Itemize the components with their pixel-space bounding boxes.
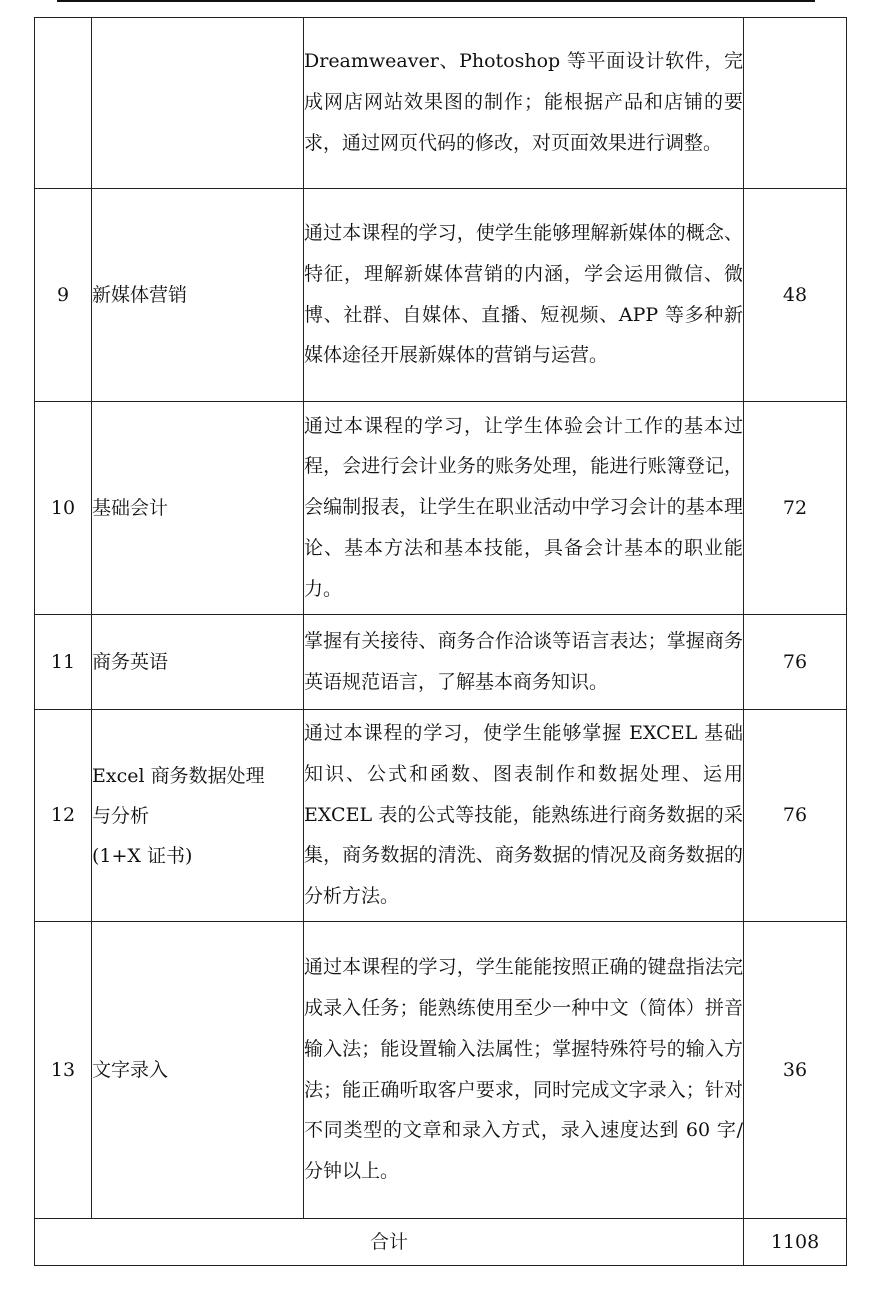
course-hours: 76 xyxy=(744,615,847,710)
course-description-text: 通过本课程的学习，使学生能够掌握 EXCEL 基础知识、公式和函数、图表制作和数据处理、运用 EXCEL 表的公式等技能，能熟练进行商务数据的采集，商务数据的清洗、商务数据的情况及商务数据的分析方法。 xyxy=(304,722,743,908)
row-number: 13 xyxy=(35,922,92,1219)
course-description xyxy=(304,189,744,402)
row-number: 10 xyxy=(35,402,92,615)
total-value: 1108 xyxy=(744,1219,847,1266)
course-description xyxy=(304,402,744,615)
course-table xyxy=(34,17,847,1266)
course-description-text: 掌握有关接待、商务合作洽谈等语言表达；掌握商务英语规范语言，了解基本商务知识。 xyxy=(304,629,743,693)
total-row xyxy=(35,1219,847,1266)
row-number: 11 xyxy=(35,615,92,710)
course-name-line: 文字录入 xyxy=(92,1059,169,1081)
course-name-line: 与分析 xyxy=(92,804,150,827)
course-hours: 48 xyxy=(744,189,847,402)
top-rule xyxy=(57,0,815,2)
course-name xyxy=(92,18,304,189)
course-description xyxy=(304,922,744,1219)
table-row xyxy=(35,18,847,189)
course-name-line: (1+X 证书) xyxy=(92,844,193,867)
course-name xyxy=(92,402,304,615)
course-name xyxy=(92,189,304,402)
row-number: 12 xyxy=(35,710,92,922)
course-name xyxy=(92,615,304,710)
course-hours: 76 xyxy=(744,710,847,922)
table-row xyxy=(35,189,847,402)
course-hours: 36 xyxy=(744,922,847,1219)
table-row xyxy=(35,402,847,615)
table-row xyxy=(35,615,847,710)
course-description-text: 通过本课程的学习，学生能能按照正确的键盘指法完成录入任务；能熟练使用至少一种中文（简体）拼音输入法；能设置输入法属性；掌握特殊符号的输入方法；能正确听取客户要求，同时完成文字录入；针对不同类型的文章和录入方式，录入速度达到 60 字/分钟以上。 xyxy=(304,956,743,1183)
course-description-text: 通过本课程的学习，让学生体验会计工作的基本过程，会进行会计业务的账务处理，能进行账簿登记，会编制报表，让学生在职业活动中学习会计的基本理论、基本方法和基本技能，具备会计基本的职业能力。 xyxy=(304,414,743,600)
row-number: 9 xyxy=(35,189,92,402)
course-hours: 72 xyxy=(744,402,847,615)
course-description xyxy=(304,615,744,710)
course-description xyxy=(304,18,744,189)
table-row xyxy=(35,922,847,1219)
course-description-text: Dreamweaver、Photoshop 等平面设计软件，完成网店网站效果图的制作；能根据产品和店铺的要求，通过网页代码的修改，对页面效果进行调整。 xyxy=(304,50,743,154)
course-name xyxy=(92,710,304,922)
table-row xyxy=(35,710,847,922)
course-name-line: 商务英语 xyxy=(92,651,169,673)
course-description xyxy=(304,710,744,922)
course-name-line: Excel 商务数据处理 xyxy=(92,764,265,787)
course-hours xyxy=(744,18,847,189)
course-description-text: 通过本课程的学习，使学生能够理解新媒体的概念、特征，理解新媒体营销的内涵，学会运用微信、微博、社群、自媒体、直播、短视频、APP 等多种新媒体途径开展新媒体的营销与运营。 xyxy=(304,221,743,367)
row-number xyxy=(35,18,92,189)
course-name xyxy=(92,922,304,1219)
course-name-line: 基础会计 xyxy=(92,497,169,519)
total-label: 合计 xyxy=(35,1219,744,1266)
course-name-line: 新媒体营销 xyxy=(92,284,188,306)
